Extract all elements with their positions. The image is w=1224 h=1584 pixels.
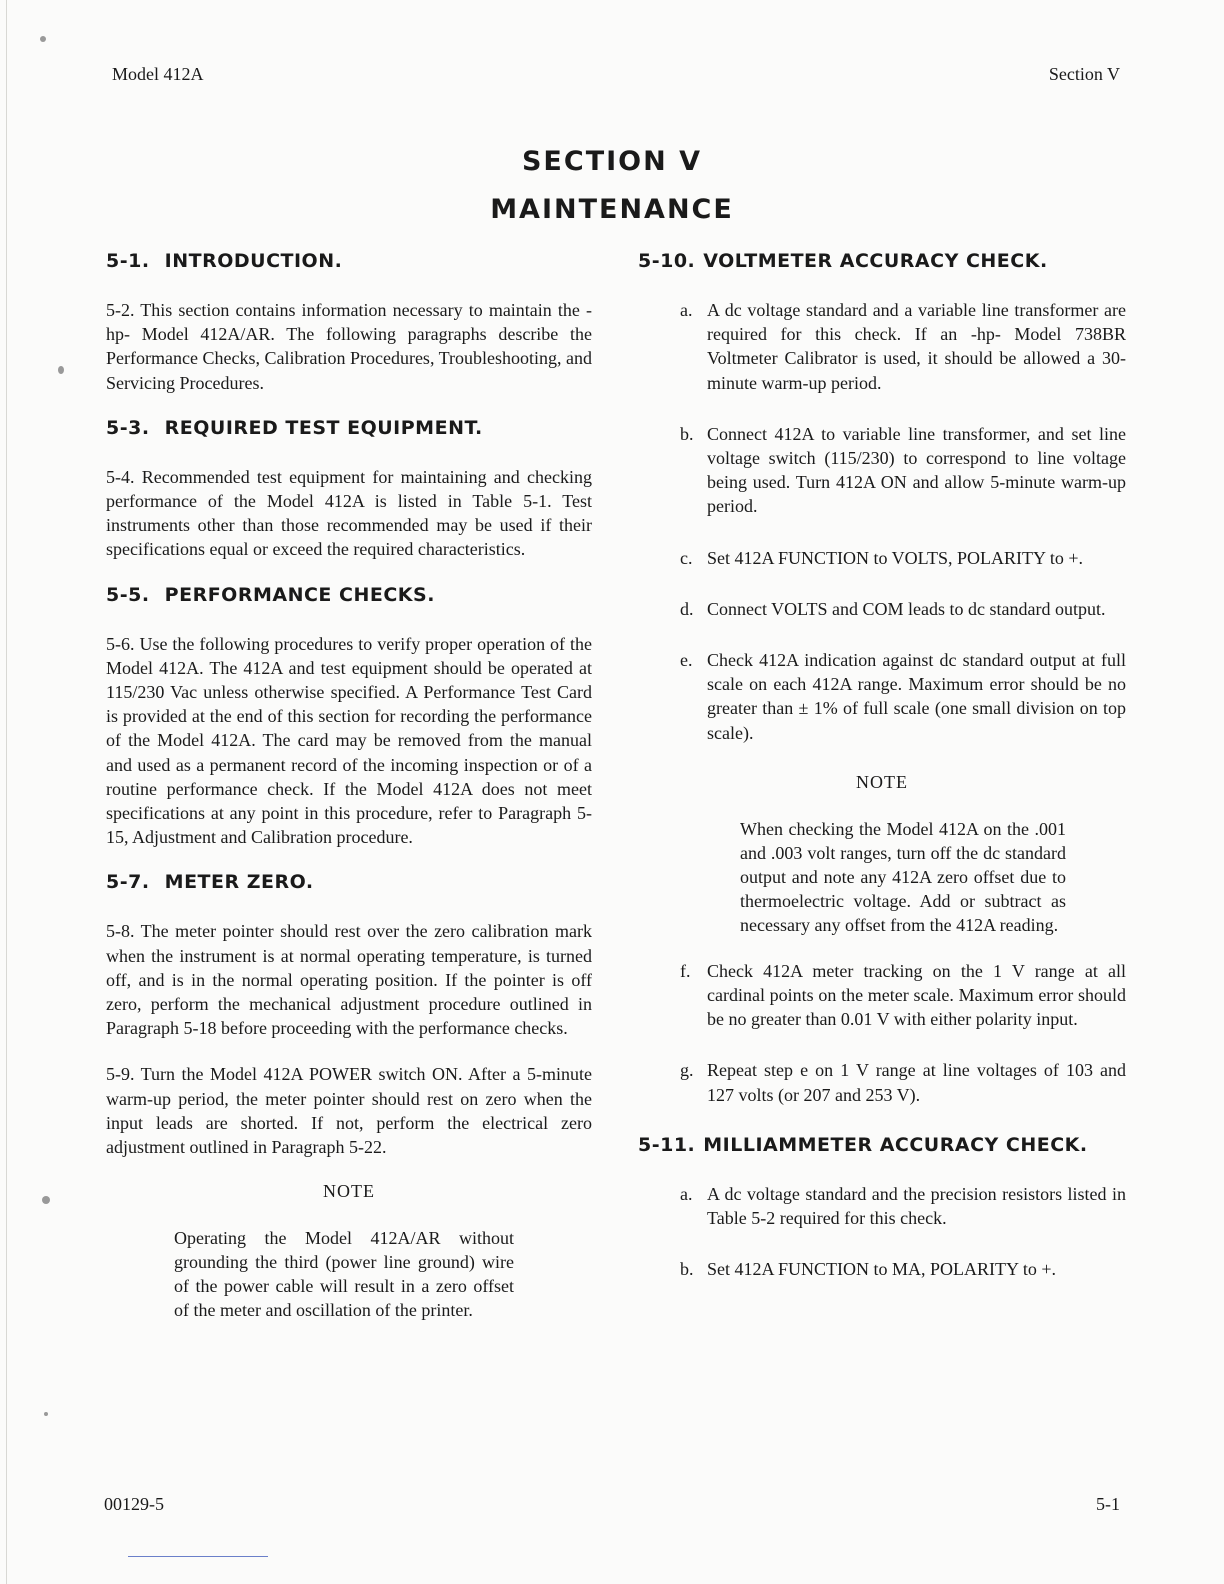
- heading-5-3: [106, 417, 592, 439]
- paragraph-5-2: 5-2. This section contains information necessary to maintain the -hp- Model 412A/AR. The following paragraphs describe the Performance Checks, Calibration Procedures, Troubleshooting, and Servicing Procedures.: [106, 300, 592, 393]
- step-e: [638, 648, 1126, 745]
- step-letter: e.: [680, 650, 693, 671]
- heading-number: 5-1.: [106, 250, 150, 272]
- heading-number: 5-10.: [638, 250, 696, 272]
- paragraph-5-4: 5-4. Recommended test equipment for maintaining and checking performance of the Model 412A is listed in Table 5-1. Test instruments other than those recommended may be used if their specifications equal or exceed the required characteristics.: [106, 466, 592, 560]
- page-edge: [6, 0, 7, 1584]
- heading-number: 5-3.: [106, 416, 150, 439]
- heading-number: 5-11.: [638, 1133, 696, 1156]
- step-d: [638, 597, 1126, 621]
- heading-text: MILLIAMMETER ACCURACY CHECK.: [703, 1133, 1088, 1156]
- step-letter: a.: [680, 300, 693, 320]
- step-a: [638, 298, 1126, 395]
- step-b: [638, 422, 1126, 519]
- note-body: Operating the Model 412A/AR without grounding the third (power line ground) wire of the power cable will result in a zero offset of the meter and oscillation of the printer.: [174, 1228, 514, 1321]
- step-text: A dc voltage standard and the precision resistors listed in Table 5-2 required for this check.: [707, 1183, 1126, 1229]
- heading-number: 5-7.: [106, 871, 150, 894]
- step-text: A dc voltage standard and a variable line transformer are required for this check. If an -hp- Model 738BR Voltmeter Calibrator is used, it should be allowed a 30-minute warm-up period.: [707, 300, 1126, 393]
- step-letter: d.: [680, 598, 694, 619]
- scan-speck: [58, 366, 64, 374]
- step-letter: c.: [680, 547, 693, 568]
- heading-text: INTRODUCTION.: [164, 250, 343, 272]
- step-text: Set 412A FUNCTION to VOLTS, POLARITY to +.: [707, 547, 1084, 568]
- note-body: When checking the Model 412A on the .001 and .003 volt ranges, turn off the dc standard output and note any 412A zero offset due to thermoelectric voltage. Add or subtract as necessary any offset from the 412A reading.: [740, 818, 1066, 935]
- paragraph-5-8: 5-8. The meter pointer should rest over the zero calibration mark when the instrument is at normal operating temperature, is turned off, and is in the normal operating position. If the pointer is off zero, perform the mechanical adjustment procedure outlined in Paragraph 5-18 before proceeding with the performance checks.: [106, 921, 592, 1039]
- footer-page-number: 5-1: [1096, 1494, 1120, 1514]
- step-letter: b.: [680, 423, 694, 444]
- scan-speck: [42, 1196, 50, 1204]
- scan-speck: [40, 36, 46, 42]
- step-text: Connect VOLTS and COM leads to dc standard output.: [707, 598, 1106, 619]
- step-letter: a.: [680, 1183, 693, 1204]
- step-text: Check 412A meter tracking on the 1 V range at all cardinal points on the meter scale. Maximum error should be no greater than 0.01 V with either polarity input.: [707, 960, 1126, 1030]
- step-text: Connect 412A to variable line transformer, and set line voltage switch (115/230) to correspond to line voltage being used. Turn 412A ON and allow 5-minute warm-up period.: [707, 423, 1126, 517]
- left-column: [106, 250, 592, 1344]
- heading-5-1: [106, 250, 592, 272]
- step-letter: b.: [680, 1259, 694, 1280]
- paragraph-5-6: 5-6. Use the following procedures to verify proper operation of the Model 412A. The 412A and test equipment should be operated at 115/230 Vac unless otherwise specified. A Performance Test Card is provided at the end of this section for recording the performance of the Model 412A. The card may be removed from the manual and used as a permanent record of the incoming inspection or of a routine performance check. If the Model 412A does not meet specifications at any point in this procedure, refer to Paragraph 5-15, Adjustment and Calibration procedure.: [106, 633, 592, 848]
- step-text: Repeat step e on 1 V range at line voltages of 103 and 127 volts (or 207 and 253 V).: [707, 1060, 1126, 1105]
- header-model: Model 412A: [112, 64, 204, 84]
- heading-5-10: [638, 250, 1126, 272]
- step-g: [638, 1058, 1126, 1106]
- paragraph-5-9: 5-9. Turn the Model 412A POWER switch ON. After a 5-minute warm-up period, the meter pointer should rest on zero when the input leads are shorted. If not, perform the electrical zero adjustment outlined in Paragraph 5-22.: [106, 1064, 592, 1158]
- step-f: [638, 959, 1126, 1032]
- section-title: SECTION V: [521, 146, 702, 177]
- step-c: [638, 546, 1126, 570]
- heading-5-11: [638, 1134, 1126, 1156]
- heading-text: PERFORMANCE CHECKS.: [164, 583, 435, 606]
- heading-number: 5-5.: [106, 583, 150, 606]
- heading-text: METER ZERO.: [164, 871, 314, 894]
- step-text: Set 412A FUNCTION to MA, POLARITY to +.: [707, 1259, 1056, 1280]
- note-title: NOTE: [323, 1181, 375, 1202]
- step-letter: g.: [680, 1060, 694, 1081]
- heading-5-5: [106, 584, 592, 606]
- scan-speck: [44, 1412, 48, 1416]
- right-column: [638, 250, 1126, 1308]
- footer-code: 00129-5: [104, 1494, 164, 1514]
- step-text: Check 412A indication against dc standard output at full scale on each 412A range. Maximum error should be no greater than ± 1% of full scale (one small division on top scale).: [707, 650, 1126, 743]
- section-subtitle: MAINTENANCE: [490, 194, 734, 225]
- scan-line: [128, 1556, 268, 1557]
- step-a: [638, 1182, 1126, 1230]
- heading-text: REQUIRED TEST EQUIPMENT.: [164, 416, 483, 439]
- heading-5-7: [106, 871, 592, 893]
- note-title: NOTE: [856, 771, 908, 792]
- heading-text: VOLTMETER ACCURACY CHECK.: [703, 250, 1048, 272]
- header-section: Section V: [1048, 64, 1120, 84]
- step-letter: f.: [680, 960, 691, 981]
- step-b: [638, 1257, 1126, 1281]
